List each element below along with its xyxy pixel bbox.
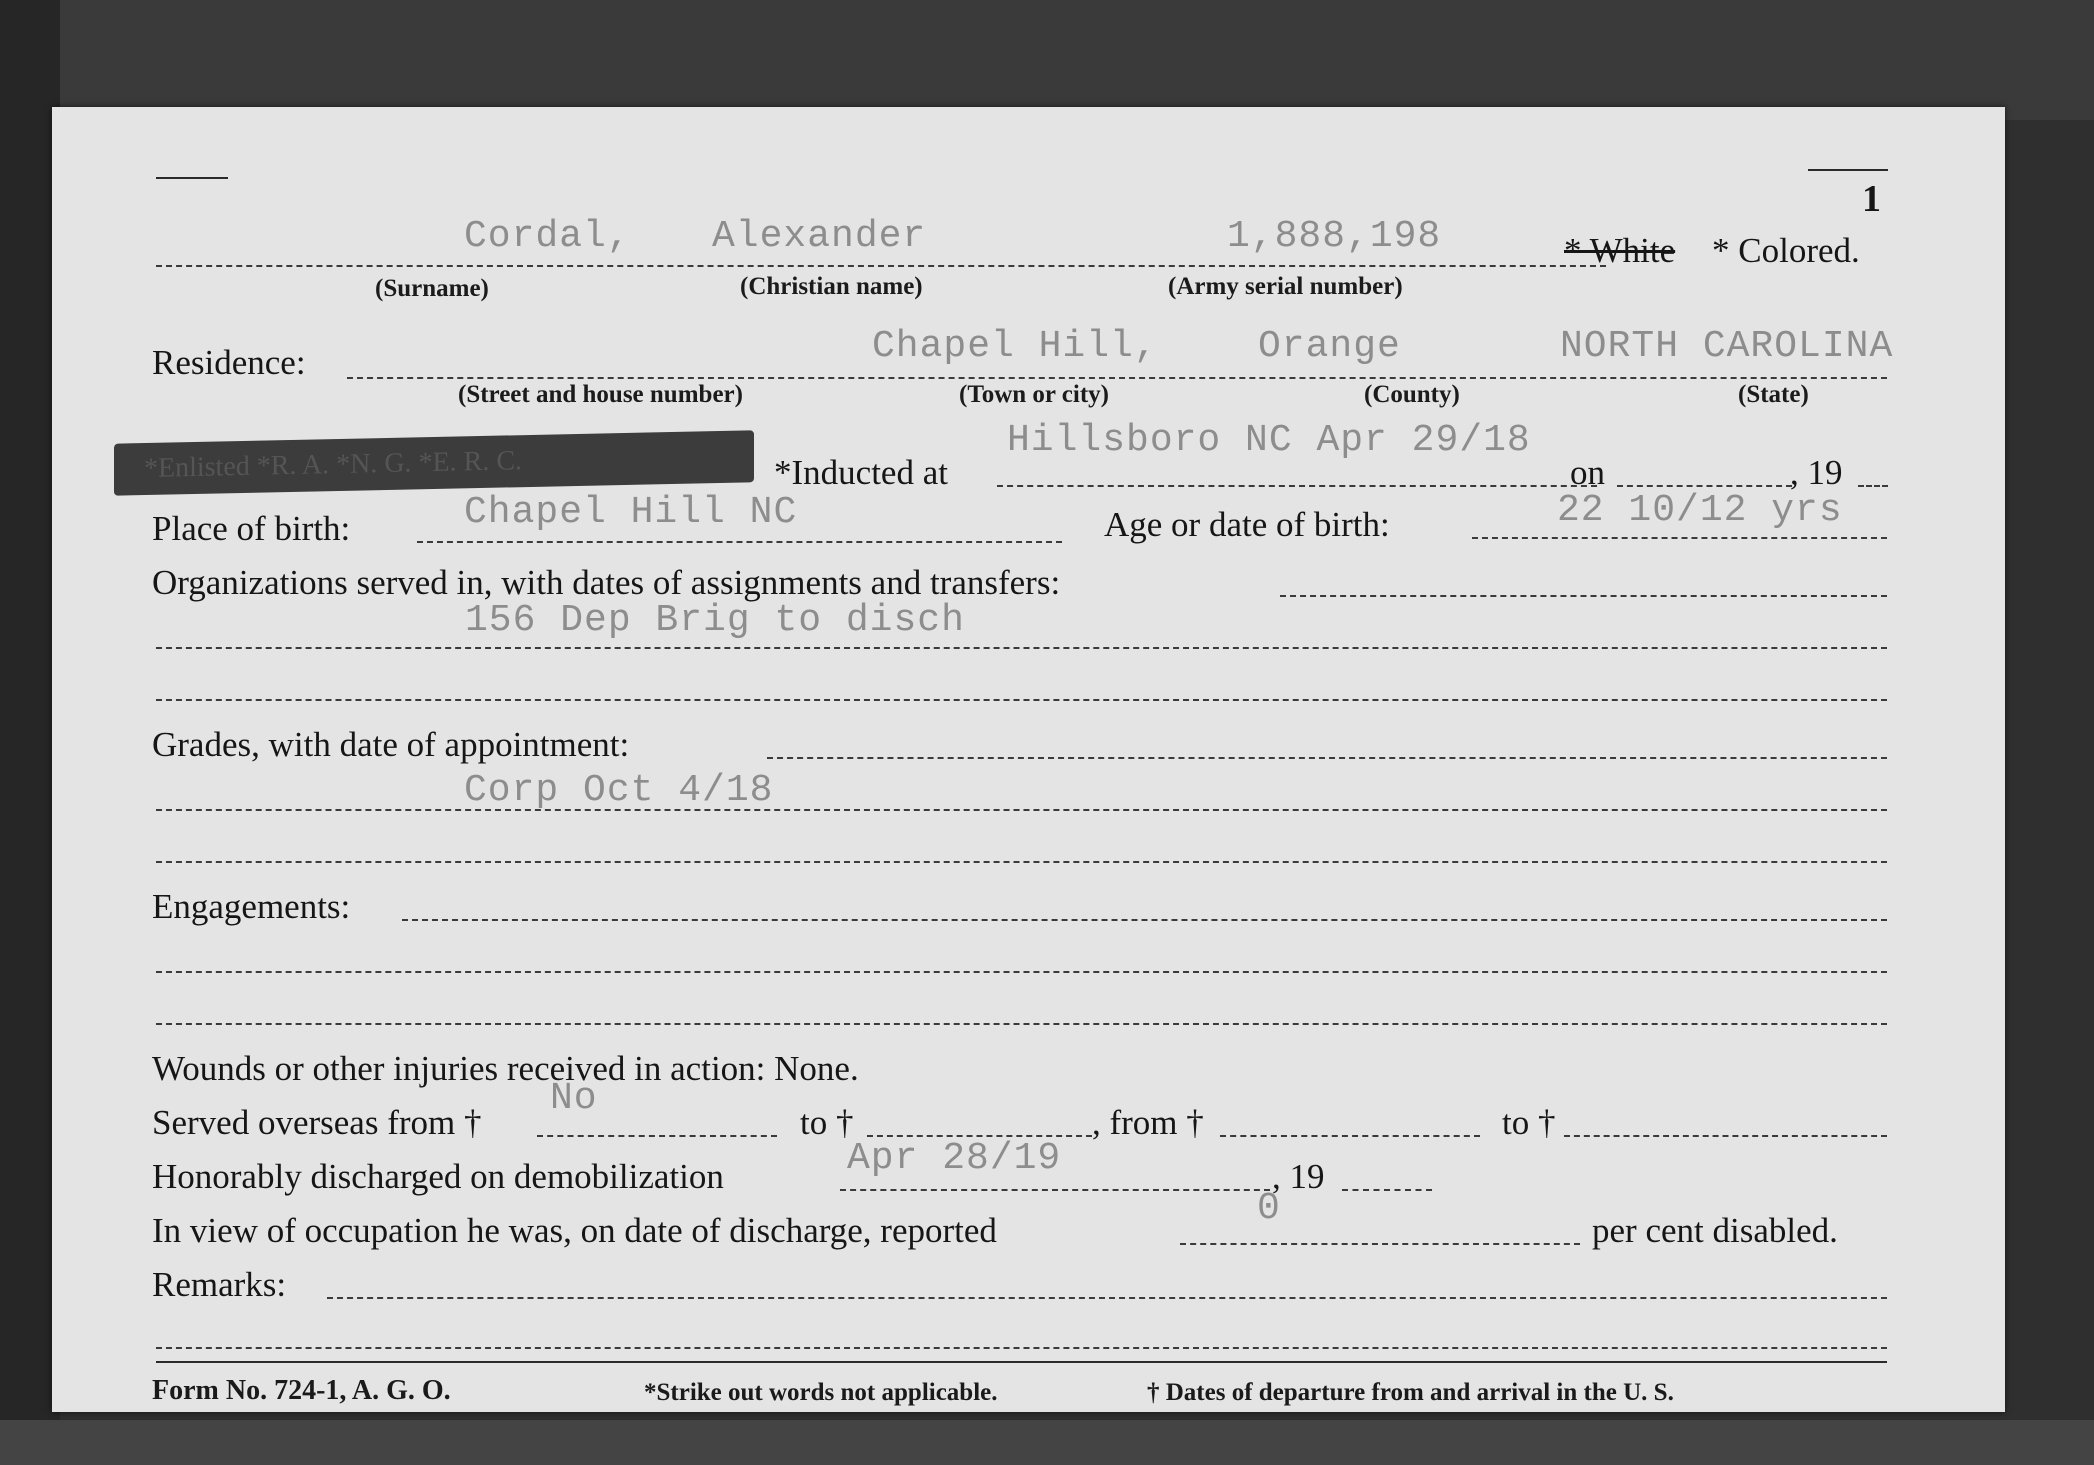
on-label: on — [1570, 453, 1605, 492]
organizations-line-1 — [1280, 595, 1887, 597]
served-overseas-from-value: No — [550, 1077, 598, 1120]
grades-line-1 — [767, 757, 1887, 759]
on-line — [1617, 485, 1792, 487]
scan-background-left — [0, 0, 60, 1465]
overseas-from-line — [537, 1135, 777, 1137]
overseas-to-label-2: to † — [1502, 1103, 1556, 1142]
residence-label: Residence: — [152, 343, 306, 382]
grades-line-3 — [156, 861, 1887, 863]
organizations-line-2 — [156, 647, 1887, 649]
grades-line-2 — [156, 809, 1887, 811]
strike-out-note: *Strike out words not applicable. — [644, 1379, 998, 1406]
scan-background-top — [0, 0, 2094, 120]
service-record-card — [52, 107, 2005, 1412]
discharge-line — [840, 1189, 1270, 1191]
induction-year-line — [1858, 485, 1888, 487]
caption-county: (County) — [1364, 381, 1460, 408]
remarks-line-2 — [156, 1347, 1887, 1349]
residence-line — [347, 377, 1887, 379]
residence-town: Chapel Hill, — [872, 325, 1158, 368]
organizations-value: 156 Dep Brig to disch — [465, 599, 965, 642]
residence-state: NORTH CAROLINA — [1560, 325, 1894, 368]
form-number: Form No. 724-1, A. G. O. — [152, 1375, 451, 1406]
remarks-label: Remarks: — [152, 1265, 287, 1304]
discharge-date-value: Apr 28/19 — [847, 1137, 1062, 1180]
enlisted-struck-out: *Enlisted *R. A. *N. G. *E. R. C. — [114, 430, 754, 495]
top-right-rule — [1808, 169, 1888, 171]
card-number: 1 — [1862, 178, 1881, 220]
caption-christian-name: (Christian name) — [740, 273, 923, 300]
place-of-birth-line — [417, 541, 1062, 543]
disability-line — [1180, 1243, 1580, 1245]
inducted-at-label: *Inducted at — [774, 453, 948, 492]
engagements-label: Engagements: — [152, 887, 351, 926]
caption-town: (Town or city) — [959, 381, 1109, 408]
caption-surname: (Surname) — [375, 275, 489, 302]
remarks-line-1 — [327, 1297, 1887, 1299]
discharge-year-line — [1342, 1189, 1432, 1191]
christian-name-value: Alexander — [712, 215, 927, 258]
engagements-line-3 — [156, 1023, 1887, 1025]
age-line — [1472, 537, 1887, 539]
scan-background-bottom — [0, 1420, 2094, 1465]
name-line — [156, 265, 1606, 267]
engagements-line-1 — [402, 919, 1887, 921]
overseas-to-line-2 — [1564, 1135, 1887, 1137]
overseas-from-line-2 — [1220, 1135, 1480, 1137]
induction-year-label: , 19 — [1790, 453, 1843, 492]
discharge-label: Honorably discharged on demobilization — [152, 1157, 724, 1196]
disability-value: 0 — [1257, 1187, 1281, 1230]
age-label: Age or date of birth: — [1104, 505, 1390, 544]
dates-note: † Dates of departure from and arrival in the U. S. — [1147, 1379, 1674, 1406]
caption-serial-number: (Army serial number) — [1168, 273, 1403, 300]
disability-suffix: per cent disabled. — [1592, 1211, 1838, 1250]
overseas-from-label-2: , from † — [1092, 1103, 1204, 1142]
serial-number-value: 1,888,198 — [1227, 215, 1442, 258]
organizations-label: Organizations served in, with dates of assignments and transfers: — [152, 563, 1061, 602]
organizations-line-3 — [156, 699, 1887, 701]
disability-label: In view of occupation he was, on date of discharge, reported — [152, 1211, 997, 1250]
overseas-to-label-1: to † — [800, 1103, 854, 1142]
surname-value: Cordal, — [464, 215, 631, 258]
inducted-at-value: Hillsboro NC Apr 29/18 — [1007, 419, 1531, 462]
caption-state: (State) — [1738, 381, 1809, 408]
grades-value: Corp Oct 4/18 — [464, 769, 774, 812]
footer-rule — [156, 1361, 1887, 1363]
wounds-label: Wounds or other injuries received in action: None. — [152, 1049, 859, 1088]
inducted-line — [997, 485, 1597, 487]
place-of-birth-label: Place of birth: — [152, 509, 351, 548]
top-left-rule — [156, 177, 228, 179]
caption-street: (Street and house number) — [458, 381, 743, 408]
race-white-struck: * White — [1564, 231, 1676, 270]
grades-label: Grades, with date of appointment: — [152, 725, 630, 764]
served-overseas-label: Served overseas from † — [152, 1103, 482, 1142]
place-of-birth-value: Chapel Hill NC — [464, 491, 798, 534]
engagements-line-2 — [156, 971, 1887, 973]
residence-county: Orange — [1258, 325, 1401, 368]
age-value: 22 10/12 yrs — [1557, 489, 1843, 532]
race-colored: * Colored. — [1712, 231, 1860, 270]
discharge-year-label: , 19 — [1272, 1157, 1325, 1196]
